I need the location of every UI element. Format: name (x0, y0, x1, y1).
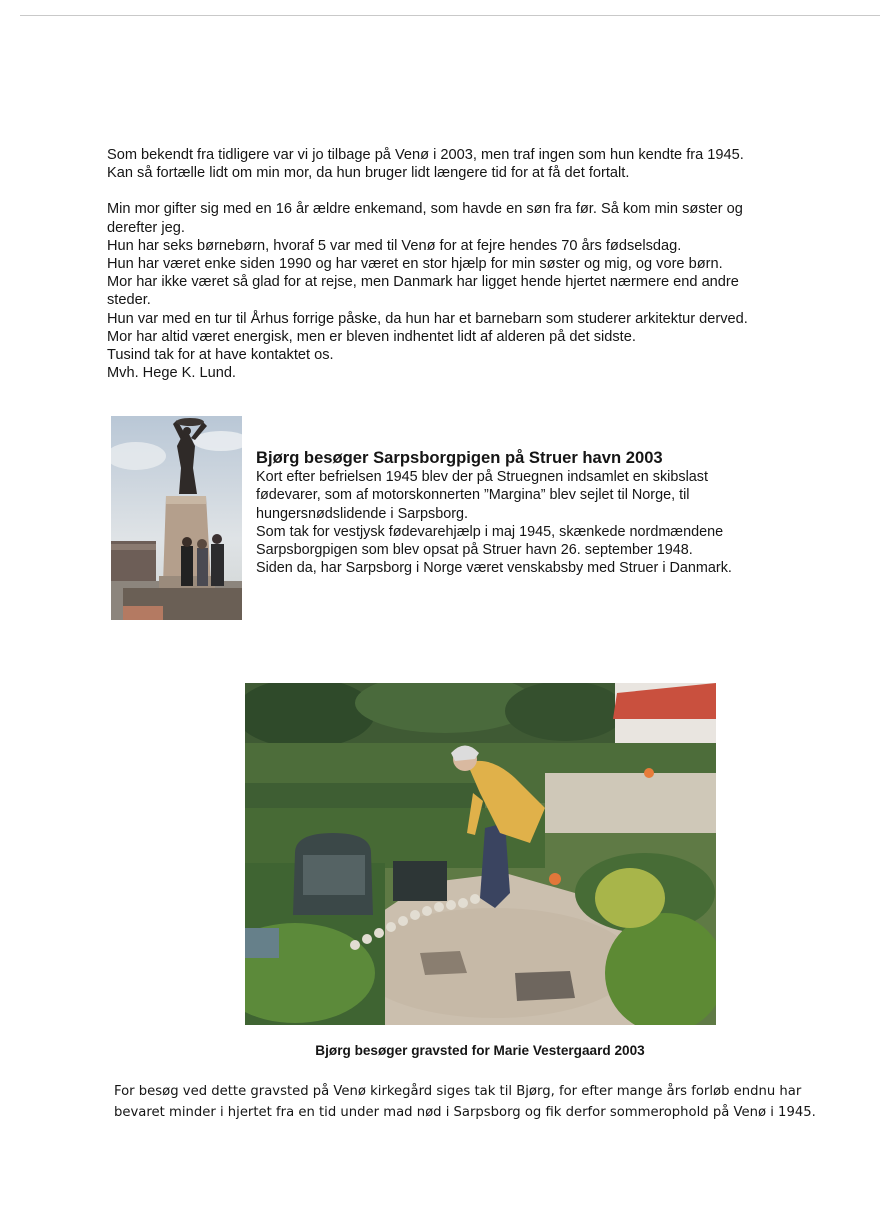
letter-text (107, 146, 827, 382)
letter-line: derefter jeg. (107, 219, 185, 236)
photo-caption: Bjørg besøger gravsted for Marie Vestergaard 2003 (315, 1043, 645, 1058)
statue-photo (111, 416, 242, 620)
section-line: Som tak for vestjysk fødevarehjælp i maj 1945, skænkede nordmændene (256, 523, 724, 540)
letter-line: Som bekendt fra tidligere var vi jo tilbage på Venø i 2003, men traf ingen som hun kendte fra 1945. (107, 147, 744, 163)
letter-gap (107, 182, 827, 200)
letter-signature: Mvh. Hege K. Lund. (107, 365, 236, 382)
section-line: Siden da, har Sarpsborg i Norge været venskabsby med Struer i Danmark. (256, 560, 732, 577)
section-line: Sarpsborgpigen som blev opsat på Struer havn 26. september 1948. (256, 542, 693, 559)
letter-line: Hun har været enke siden 1990 og har været en stor hjælp for min søster og mig, og vore børn. (107, 256, 723, 273)
section-line: fødevarer, som af motorskonnerten ”Margina” blev sejlet til Norge, til (256, 487, 690, 504)
grave-photo (245, 683, 716, 1025)
letter-line: Hun har seks børnebørn, hvoraf 5 var med til Venø for at fejre hendes 70 års fødselsdag. (107, 237, 682, 254)
section-line: Kort efter befrielsen 1945 blev der på Struegnen indsamlet en skibslast (256, 469, 708, 485)
letter-line: Mor har altid været energisk, men er bleven indhentet lidt af alderen på det sidste. (107, 328, 636, 345)
section-heading: Bjørg besøger Sarpsborgpigen på Struer havn 2003 (256, 448, 663, 467)
letter-line: Tusind tak for at have kontaktet os. (107, 347, 334, 364)
letter-line: Kan så fortælle lidt om min mor, da hun bruger lidt længere tid for at få det fortalt. (107, 165, 630, 182)
section-line: hungersnødslidende i Sarpsborg. (256, 505, 468, 522)
letter-line: Min mor gifter sig med en 16 år ældre enkemand, som havde en søn fra før. Så kom min søster og (107, 201, 743, 218)
section-text (256, 448, 816, 578)
footer-text (114, 1081, 854, 1123)
footer-line: For besøg ved dette gravsted på Venø kirkegård siges tak til Bjørg, for efter mange års forløb endnu har (114, 1084, 802, 1099)
footer-line: bevaret minder i hjertet fra en tid under mad nød i Sarpsborg og fik derfor sommerophold på Venø i 1945. (114, 1105, 816, 1120)
letter-line: Mor har ikke været så glad for at rejse, men Danmark har ligget hende hjertet nærmere end andre (107, 274, 739, 291)
letter-line: Hun var med en tur til Århus forrige påske, da hun har et barnebarn som studerer arkitektur derved. (107, 310, 748, 327)
letter-line: steder. (107, 292, 151, 309)
top-rule (20, 15, 880, 16)
